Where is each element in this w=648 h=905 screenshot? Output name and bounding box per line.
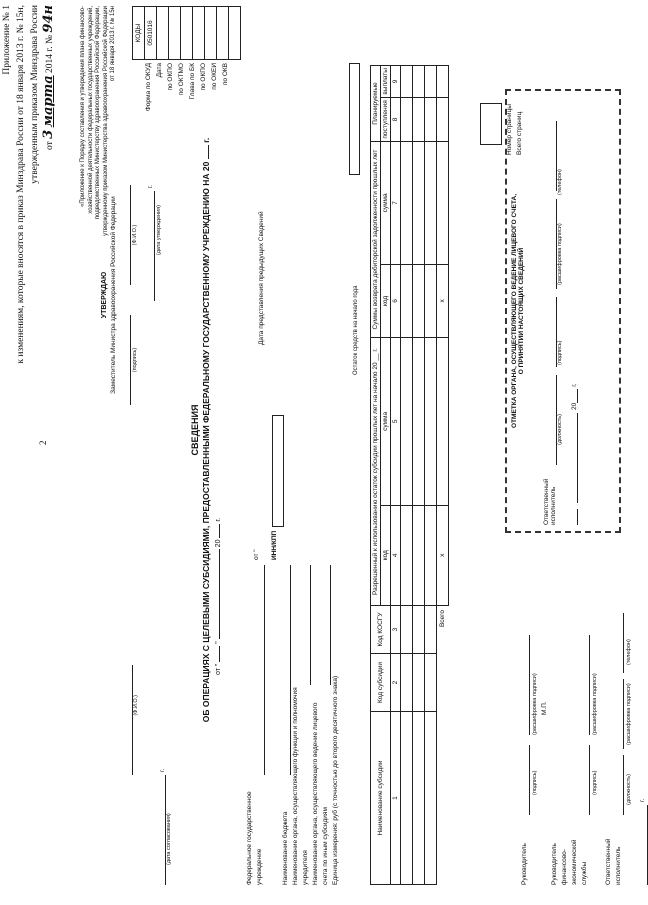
col-num-1: 1 (391, 712, 401, 885)
inn-label: ИНН/КПП (271, 530, 278, 560)
total-x1: x (437, 505, 449, 605)
date-from: от " (215, 663, 222, 675)
col-num-8: 8 (391, 97, 401, 141)
approve-caption-row (131, 185, 140, 405)
label-unit: Единица измерения: руб (с точностью до второго десятичного знака) (332, 675, 339, 885)
th-return-sum: сумма (381, 142, 391, 265)
mark-twenty: 20 (571, 402, 578, 410)
th-name: Наименование субсидии (371, 712, 391, 885)
sign-head-row (520, 505, 530, 885)
appendix-text: «Приложение к Порядку составления и утверждения плана финансово-хозяйственной деятельности федеральных государственных учреждений, подведомственных Министерству здравоохранения Российской Федерации, утвержденному приказом Министерства здравоохранения Российской Федерации от 18 января 2013 г. № 15н (80, 6, 116, 236)
authority1-line (291, 565, 311, 685)
table-cell[interactable] (413, 606, 425, 654)
field-authority1 (291, 565, 311, 885)
mark-day-line (577, 509, 578, 525)
table-cell[interactable] (425, 712, 437, 885)
page-number: 2 (38, 440, 48, 445)
inn-input[interactable] (272, 415, 284, 527)
agree-date-caption: (дата согласования) (166, 813, 172, 865)
codes-box (132, 6, 241, 60)
sign-fin-captions (590, 505, 600, 885)
agree-date-row (159, 665, 166, 885)
table-header-row1 (371, 66, 381, 885)
th-allowed: Разрешенный к использованию остаток субсидии прошлых лет на начало 20 __ г. (371, 338, 381, 606)
page-count-box (480, 103, 502, 145)
table-cell[interactable] (413, 338, 425, 505)
col-num-5: 5 (391, 338, 401, 505)
handwritten-day: 3 (41, 129, 56, 139)
sign-resp-telefon: (телефон) (626, 639, 632, 665)
header-year: 2014 г. № (45, 34, 55, 73)
sign-date-row (638, 505, 648, 885)
total-cell[interactable] (437, 97, 449, 141)
sign-date-g: г. (639, 798, 646, 802)
col-num-7: 7 (391, 142, 401, 265)
code-oktmo (181, 7, 193, 59)
field-budget (281, 565, 291, 885)
signatures-block (520, 505, 648, 885)
mark-date-row (571, 97, 578, 525)
account-mark-box (505, 89, 621, 533)
label-institution: Федеральное государственное учреждение (246, 791, 263, 885)
th-kosgu: Код КОСГУ (371, 606, 391, 654)
table-cell[interactable] (401, 142, 413, 265)
mark-telefon: (телефон) (557, 169, 563, 195)
th-return: Суммы возврата дебиторской задолженности прошлых лет (371, 142, 381, 338)
mark-dolzhnost: (должность) (557, 414, 563, 445)
header-line3: утвержденным приказом Минздрава России (30, 5, 40, 184)
document-title (190, 105, 212, 755)
page-total-label: Всего страниц (516, 111, 523, 155)
table-cell[interactable] (425, 97, 437, 141)
date-year-blank (219, 524, 220, 538)
title-line2: ОБ ОПЕРАЦИЯХ С ЦЕЛЕВЫМИ СУБСИДИЯМИ, ПРЕДОСТАВЛЕННЫМИ ФЕДЕРАЛЬНОМУ ГОСУДАРСТВЕННОМУ УЧРЕЖДЕНИЮ НА 20 (201, 161, 211, 723)
col-num-9: 9 (391, 66, 401, 98)
code-okv (229, 7, 240, 59)
table-cell[interactable] (401, 505, 413, 605)
table-cell[interactable] (401, 606, 413, 654)
sign-head-podpis: (подпись) (532, 770, 538, 795)
approve-year-suffix: г. (147, 185, 154, 189)
table-cell[interactable] (425, 606, 437, 654)
table-cell[interactable] (413, 142, 425, 265)
th-allowed-code: код (381, 505, 391, 605)
table-cell[interactable] (401, 66, 413, 98)
mark-year-line (577, 389, 578, 403)
code-okpo1 (169, 7, 181, 59)
total-label: Всего (439, 610, 447, 628)
authority2-line (311, 565, 331, 685)
col-num-4: 4 (391, 505, 401, 605)
th-planned-out: выплаты (381, 66, 391, 98)
table-cell[interactable] (413, 712, 425, 885)
mark-captions (557, 97, 563, 525)
table-cell[interactable] (425, 142, 437, 265)
date-month-blank (219, 549, 220, 639)
sign-resp-dolzhnost: (должность) (626, 774, 632, 805)
sign-head-rasshifrovka: (расшифровка подписи) (532, 673, 538, 735)
approve-position: Заместитель Министра здравоохранения Российской Федерации (110, 196, 117, 394)
col-num-3: 3 (391, 606, 401, 654)
sign-resp-captions (624, 505, 634, 885)
mark-month-line (577, 413, 578, 503)
date-mid: " (215, 641, 222, 644)
table-cell[interactable] (413, 66, 425, 98)
col-num-6: 6 (391, 264, 401, 338)
th-allowed-sum: сумма (381, 338, 391, 505)
table-cell[interactable] (413, 97, 425, 141)
agree-block (132, 665, 172, 885)
approve-signature-caption: (подпись) (132, 347, 138, 373)
sign-mp: М.П. (541, 701, 548, 715)
mark-rasshifrovka: (расшифровка подписи) (557, 223, 563, 285)
code-okei (217, 7, 229, 59)
code-label-okpo2: по ОКПО (200, 63, 207, 91)
code-label-okv: по ОКВ (222, 63, 229, 86)
mark-title2: О ПРИНЯТИИ НАСТОЯЩИХ СВЕДЕНИЙ (518, 247, 525, 375)
table-cell[interactable] (401, 654, 413, 712)
table-cell[interactable] (425, 505, 437, 605)
approve-title: УТВЕРЖДАЮ (101, 271, 108, 319)
remain-label: Остаток средств на начало года (353, 285, 359, 375)
code-label-okpo1: по ОКПО (167, 63, 174, 91)
label-authority1: Наименование органа, осуществляющего функции и полномочия учредителя (292, 687, 309, 885)
title-year-blank (208, 145, 209, 159)
institution-line (245, 565, 265, 775)
approve-date-caption: (дата утверждения) (156, 205, 162, 256)
table-cell[interactable] (413, 654, 425, 712)
th-return-code: код (381, 264, 391, 338)
agree-fio-caption: (Ф.И.О.) (133, 695, 139, 716)
mark-podpis: (подпись) (557, 340, 563, 365)
table-row (425, 66, 437, 885)
table-cell[interactable] (425, 66, 437, 98)
table-cell[interactable] (413, 264, 425, 338)
table-row (413, 66, 425, 885)
field-authority2 (311, 565, 331, 885)
date-twenty: 20 (215, 539, 222, 548)
table-cell[interactable] (413, 505, 425, 605)
table-cell[interactable] (425, 264, 437, 338)
code-label-okei: по ОКЕИ (211, 63, 218, 90)
previous-dates-note: Дата представления предыдущих Сведений (258, 211, 265, 345)
page-number-label: Номер страницы (506, 104, 513, 155)
approve-fio-caption: (Ф.И.О.) (132, 224, 138, 246)
code-glava (193, 7, 205, 59)
from-label: от " (253, 549, 260, 560)
mark-resp-label: Ответственный исполнитель (543, 478, 557, 525)
agree-year-suffix: г. (159, 768, 166, 772)
subsidies-table (370, 65, 449, 885)
title-line1: СВЕДЕНИЯ (190, 404, 200, 456)
th-planned-in: поступления (381, 97, 391, 141)
code-label-glava: Глава по БК (189, 63, 196, 100)
approve-date-row (146, 185, 155, 405)
date-day-blank (219, 646, 220, 662)
budget-line (281, 565, 291, 775)
institution-fields (245, 565, 341, 885)
sign-fin-rasshifrovka: (расшифровка подписи) (592, 673, 598, 735)
col-num-2: 2 (391, 654, 401, 712)
code-okud: 0501016 (145, 7, 157, 59)
mark-resp-row (543, 97, 557, 525)
table-cell[interactable] (425, 654, 437, 712)
title-year-suffix: г. (201, 137, 211, 143)
label-budget: Наименование бюджета (282, 811, 289, 885)
total-x2: x (437, 264, 449, 338)
code-okpo2 (205, 7, 217, 59)
table-cell[interactable] (401, 712, 413, 885)
mark-g: г. (571, 383, 578, 387)
total-cell[interactable] (437, 338, 449, 505)
table-cell[interactable] (401, 264, 413, 338)
total-cell[interactable] (437, 66, 449, 98)
code-label-oktmo: по ОКТМО (178, 63, 185, 96)
sign-fin-podpis: (подпись) (592, 770, 598, 795)
label-authority2: Наименование органа, осуществляющего ведение лицевого счета по иным субсидиям (312, 702, 329, 885)
field-institution (245, 565, 265, 885)
code-label-okud: Форма по ОКУД (145, 63, 152, 112)
sign-resp-rasshifrovka: (расшифровка подписи) (626, 683, 632, 745)
date-row (215, 518, 222, 675)
table-total-row (437, 66, 449, 885)
total-cell[interactable] (437, 142, 449, 265)
th-planned: Планируемые (371, 66, 381, 142)
agree-fio-line (132, 665, 133, 775)
header-from: от (45, 141, 55, 150)
th-code: Код субсидии (371, 654, 391, 712)
sign-fin-row (550, 505, 590, 885)
code-label-date: Дата (156, 63, 163, 78)
table-cell[interactable] (401, 338, 413, 505)
sign-resp-row (604, 505, 624, 885)
table-cell[interactable] (401, 97, 413, 141)
header-line4 (42, 5, 57, 475)
code-labels (143, 63, 231, 145)
sign-fin-label: Руководитель финансово-экономической службы (551, 839, 588, 885)
title-line2-row (201, 105, 212, 755)
sign-resp-label: Ответственный исполнитель (605, 838, 622, 885)
header-line2: к изменениям, которые вносятся в приказ Минздрава России от 18 января 2013 г. № 15н, (16, 5, 26, 364)
table-row (401, 66, 413, 885)
remain-input[interactable] (349, 63, 360, 175)
approval-block (100, 185, 164, 405)
sign-head-captions (530, 505, 540, 885)
date-g: г. (215, 517, 222, 522)
handwritten-month: марта (41, 75, 56, 128)
code-date (157, 7, 169, 59)
codes-header: КОДЫ (133, 7, 145, 59)
sign-head-label: Руководитель (521, 843, 528, 885)
handwritten-number: 94н (41, 5, 56, 33)
table-cell[interactable] (425, 338, 437, 505)
header-line1: Приложение № 1 (2, 5, 12, 75)
table-number-row (391, 66, 401, 885)
mark-title1: ОТМЕТКА ОРГАНА, ОСУЩЕСТВЛЯЮЩЕГО ВЕДЕНИЕ ЛИЦЕВОГО СЧЕТА, (511, 194, 518, 428)
